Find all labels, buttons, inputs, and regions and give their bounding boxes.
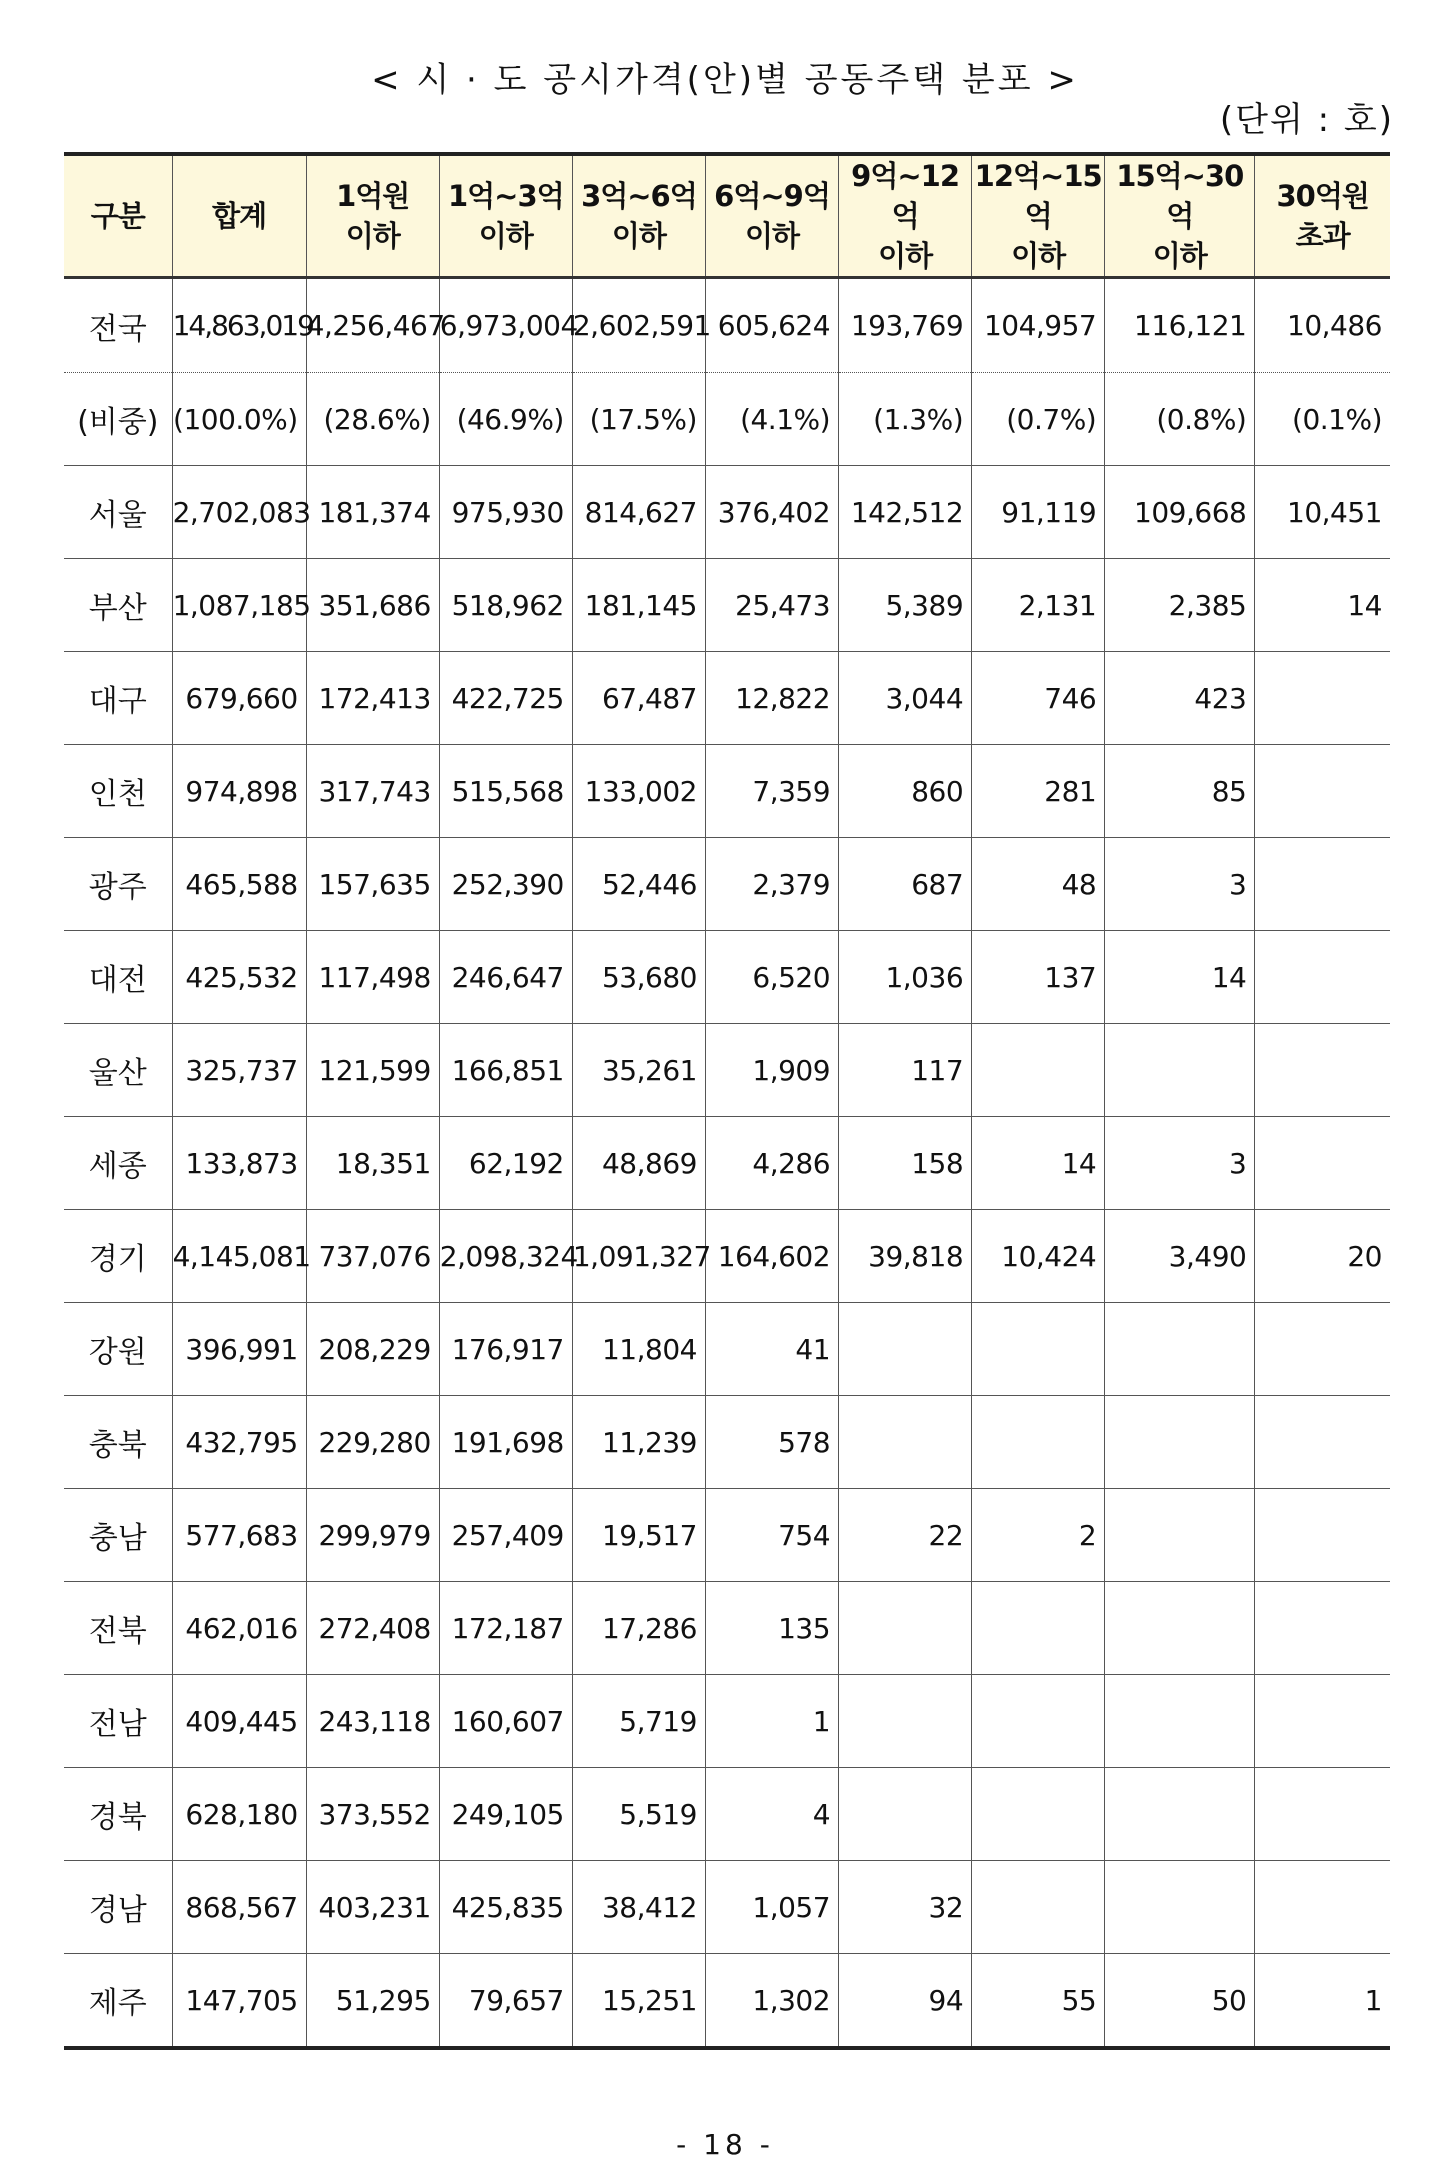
table-cell: 18,351	[306, 1117, 439, 1210]
column-header-under-100m: 1억원 이하	[306, 154, 439, 278]
table-cell: 3,044	[839, 652, 972, 745]
table-cell: 2,098,324	[439, 1210, 572, 1303]
table-row	[64, 1954, 1390, 2049]
row-label: 대구	[64, 652, 172, 745]
table-cell	[839, 1396, 972, 1489]
table-cell: 3	[1105, 1117, 1255, 1210]
table-cell: 79,657	[439, 1954, 572, 2049]
table-cell: 373,552	[306, 1768, 439, 1861]
table-cell: 628,180	[172, 1768, 306, 1861]
table-row	[64, 1024, 1390, 1117]
table-cell: 6,520	[705, 931, 838, 1024]
table-cell: 462,016	[172, 1582, 306, 1675]
table-cell: 299,979	[306, 1489, 439, 1582]
table-cell: (0.8%)	[1105, 373, 1255, 466]
column-header-category: 구분	[64, 154, 172, 278]
table-cell: 396,991	[172, 1303, 306, 1396]
column-header-1500m-3000m: 15억~30억 이하	[1105, 154, 1255, 278]
table-cell	[839, 1582, 972, 1675]
table-cell: 229,280	[306, 1396, 439, 1489]
table-row	[64, 652, 1390, 745]
table-cell: 53,680	[572, 931, 705, 1024]
table-cell: 133,873	[172, 1117, 306, 1210]
table-cell: 135	[705, 1582, 838, 1675]
table-cell: 1,909	[705, 1024, 838, 1117]
table-cell: 687	[839, 838, 972, 931]
table-cell: 1,036	[839, 931, 972, 1024]
table-cell	[1255, 745, 1390, 838]
table-title: < 시 · 도 공시가격(안)별 공동주택 분포 >	[371, 60, 1079, 100]
table-cell: 191,698	[439, 1396, 572, 1489]
table-cell: (4.1%)	[705, 373, 838, 466]
table-cell: 754	[705, 1489, 838, 1582]
row-label: 충남	[64, 1489, 172, 1582]
table-cell: 737,076	[306, 1210, 439, 1303]
table-cell: 518,962	[439, 559, 572, 652]
table-cell: 2,379	[705, 838, 838, 931]
table-cell: 246,647	[439, 931, 572, 1024]
table-cell: 48,869	[572, 1117, 705, 1210]
column-header-900m-1200m: 9억~12억 이하	[839, 154, 972, 278]
table-cell: 11,239	[572, 1396, 705, 1489]
table-cell: 5,719	[572, 1675, 705, 1768]
table-cell	[839, 1675, 972, 1768]
table-cell: 41	[705, 1303, 838, 1396]
table-cell: 11,804	[572, 1303, 705, 1396]
table-cell: 4,256,467	[306, 278, 439, 373]
table-cell	[972, 1582, 1105, 1675]
table-cell: 181,374	[306, 466, 439, 559]
table-cell: 272,408	[306, 1582, 439, 1675]
table-cell: (0.1%)	[1255, 373, 1390, 466]
table-row	[64, 1117, 1390, 1210]
row-label: 대전	[64, 931, 172, 1024]
table-cell: 133,002	[572, 745, 705, 838]
table-cell: 15,251	[572, 1954, 705, 2049]
table-cell: 17,286	[572, 1582, 705, 1675]
table-cell: 868,567	[172, 1861, 306, 1954]
table-cell	[1105, 1396, 1255, 1489]
table-cell	[1255, 652, 1390, 745]
table-cell: 157,635	[306, 838, 439, 931]
table-cell: 679,660	[172, 652, 306, 745]
table-cell	[1255, 1768, 1390, 1861]
table-cell: 55	[972, 1954, 1105, 2049]
table-cell	[1105, 1303, 1255, 1396]
table-cell: 109,668	[1105, 466, 1255, 559]
table-cell	[1255, 1117, 1390, 1210]
table-cell	[972, 1768, 1105, 1861]
table-cell: 117,498	[306, 931, 439, 1024]
table-cell: 403,231	[306, 1861, 439, 1954]
table-cell	[1255, 1024, 1390, 1117]
table-cell: (46.9%)	[439, 373, 572, 466]
table-cell	[1255, 838, 1390, 931]
table-cell: 578	[705, 1396, 838, 1489]
table-cell: 257,409	[439, 1489, 572, 1582]
table-cell: 425,835	[439, 1861, 572, 1954]
table-cell	[972, 1861, 1105, 1954]
table-cell	[1255, 1582, 1390, 1675]
row-label: 강원	[64, 1303, 172, 1396]
row-label: 광주	[64, 838, 172, 931]
table-cell: 2,602,591	[572, 278, 705, 373]
table-cell: 166,851	[439, 1024, 572, 1117]
table-cell	[972, 1024, 1105, 1117]
table-cell: 10,451	[1255, 466, 1390, 559]
table-cell: 515,568	[439, 745, 572, 838]
table-cell: 4,145,081	[172, 1210, 306, 1303]
table-cell: 62,192	[439, 1117, 572, 1210]
table-row	[64, 1582, 1390, 1675]
table-row	[64, 1303, 1390, 1396]
table-cell: 577,683	[172, 1489, 306, 1582]
table-cell	[1105, 1582, 1255, 1675]
table-cell: 3,490	[1105, 1210, 1255, 1303]
table-cell	[972, 1303, 1105, 1396]
table-cell: 1	[1255, 1954, 1390, 2049]
table-cell: 2	[972, 1489, 1105, 1582]
table-cell: 39,818	[839, 1210, 972, 1303]
table-cell: 2,702,083	[172, 466, 306, 559]
table-row	[64, 1210, 1390, 1303]
column-header-total: 합계	[172, 154, 306, 278]
table-cell: 20	[1255, 1210, 1390, 1303]
row-label: (비중)	[64, 373, 172, 466]
table-cell: 160,607	[439, 1675, 572, 1768]
table-cell: 19,517	[572, 1489, 705, 1582]
table-cell: 1	[705, 1675, 838, 1768]
row-label: 서울	[64, 466, 172, 559]
table-cell: 147,705	[172, 1954, 306, 2049]
table-cell	[1105, 1489, 1255, 1582]
table-row	[64, 278, 1390, 373]
table-cell	[972, 1675, 1105, 1768]
table-cell: 423	[1105, 652, 1255, 745]
table-cell: (1.3%)	[839, 373, 972, 466]
table-cell: 1,087,185	[172, 559, 306, 652]
table-cell: 38,412	[572, 1861, 705, 1954]
table-cell: 5,389	[839, 559, 972, 652]
table-cell: 12,822	[705, 652, 838, 745]
table-cell: 3	[1105, 838, 1255, 931]
table-cell: 164,602	[705, 1210, 838, 1303]
table-row	[64, 745, 1390, 838]
table-cell	[839, 1303, 972, 1396]
table-cell: 32	[839, 1861, 972, 1954]
row-label: 전북	[64, 1582, 172, 1675]
table-cell: (17.5%)	[572, 373, 705, 466]
table-cell	[1105, 1024, 1255, 1117]
table-row	[64, 1768, 1390, 1861]
table-cell: 281	[972, 745, 1105, 838]
table-cell: 249,105	[439, 1768, 572, 1861]
table-cell: 2,131	[972, 559, 1105, 652]
table-cell: 422,725	[439, 652, 572, 745]
table-row	[64, 559, 1390, 652]
table-cell: 6,973,004	[439, 278, 572, 373]
table-cell: 14	[1105, 931, 1255, 1024]
row-label: 경남	[64, 1861, 172, 1954]
table-cell: (28.6%)	[306, 373, 439, 466]
table-cell: 605,624	[705, 278, 838, 373]
table-cell: 10,424	[972, 1210, 1105, 1303]
table-row	[64, 1861, 1390, 1954]
table-cell: 142,512	[839, 466, 972, 559]
table-cell: 14,863,019	[172, 278, 306, 373]
table-cell: 860	[839, 745, 972, 838]
table-cell	[972, 1396, 1105, 1489]
table-cell: 10,486	[1255, 278, 1390, 373]
table-cell: 4,286	[705, 1117, 838, 1210]
table-cell: 1,091,327	[572, 1210, 705, 1303]
table-row	[64, 373, 1390, 466]
table-cell	[1255, 1303, 1390, 1396]
table-cell: 1,057	[705, 1861, 838, 1954]
table-cell	[839, 1768, 972, 1861]
table-cell: 252,390	[439, 838, 572, 931]
table-cell	[1255, 1396, 1390, 1489]
table-cell	[1255, 1861, 1390, 1954]
table-cell	[1105, 1768, 1255, 1861]
table-cell: 432,795	[172, 1396, 306, 1489]
header-row	[64, 154, 1390, 278]
table-row	[64, 466, 1390, 559]
table-cell: 14	[1255, 559, 1390, 652]
table-cell: 172,413	[306, 652, 439, 745]
table-cell: 351,686	[306, 559, 439, 652]
table-cell: 104,957	[972, 278, 1105, 373]
table-cell: (100.0%)	[172, 373, 306, 466]
row-label: 전남	[64, 1675, 172, 1768]
column-header-1200m-1500m: 12억~15억 이하	[972, 154, 1105, 278]
table-cell: 35,261	[572, 1024, 705, 1117]
page-number: - 18 -	[676, 2128, 774, 2161]
table-cell: 243,118	[306, 1675, 439, 1768]
table-cell: 137	[972, 931, 1105, 1024]
table-cell: 325,737	[172, 1024, 306, 1117]
table-cell: 746	[972, 652, 1105, 745]
price-distribution-table	[64, 152, 1390, 2050]
table-cell: 52,446	[572, 838, 705, 931]
table-cell	[1105, 1861, 1255, 1954]
table-cell: 5,519	[572, 1768, 705, 1861]
column-header-600m-900m: 6억~9억 이하	[705, 154, 838, 278]
table-cell: 158	[839, 1117, 972, 1210]
table-row	[64, 931, 1390, 1024]
table-cell: 121,599	[306, 1024, 439, 1117]
row-label: 세종	[64, 1117, 172, 1210]
table-row	[64, 838, 1390, 931]
table-cell: 317,743	[306, 745, 439, 838]
table-cell: 465,588	[172, 838, 306, 931]
table-cell: 94	[839, 1954, 972, 2049]
row-label: 제주	[64, 1954, 172, 2049]
table-cell: 4	[705, 1768, 838, 1861]
table-cell: 67,487	[572, 652, 705, 745]
table-row	[64, 1675, 1390, 1768]
row-label: 부산	[64, 559, 172, 652]
row-label: 인천	[64, 745, 172, 838]
table-cell	[1255, 931, 1390, 1024]
row-label: 울산	[64, 1024, 172, 1117]
table-body	[64, 278, 1390, 2049]
row-label: 경기	[64, 1210, 172, 1303]
table-cell: 1,302	[705, 1954, 838, 2049]
table-cell: 116,121	[1105, 278, 1255, 373]
row-label: 충북	[64, 1396, 172, 1489]
table-cell: 91,119	[972, 466, 1105, 559]
row-label: 전국	[88, 311, 147, 347]
table-cell: 181,145	[572, 559, 705, 652]
table-cell: 974,898	[172, 745, 306, 838]
table-cell: (0.7%)	[972, 373, 1105, 466]
table-cell: 7,359	[705, 745, 838, 838]
table-cell: 48	[972, 838, 1105, 931]
table-cell: 814,627	[572, 466, 705, 559]
table-cell: 425,532	[172, 931, 306, 1024]
table-cell: 14	[972, 1117, 1105, 1210]
table-cell	[1105, 1675, 1255, 1768]
table-cell: 25,473	[705, 559, 838, 652]
table-row	[64, 1489, 1390, 1582]
row-label: 경북	[64, 1768, 172, 1861]
table-cell: 193,769	[839, 278, 972, 373]
unit-label: (단위 : 호)	[1219, 100, 1394, 140]
table-cell: 50	[1105, 1954, 1255, 2049]
table-cell: 409,445	[172, 1675, 306, 1768]
table-cell: 208,229	[306, 1303, 439, 1396]
column-header-100m-300m: 1억~3억 이하	[439, 154, 572, 278]
table-cell	[1255, 1675, 1390, 1768]
table-cell: 22	[839, 1489, 972, 1582]
table-cell: 2,385	[1105, 559, 1255, 652]
table-cell: 85	[1105, 745, 1255, 838]
column-header-over-3000m: 30억원 초과	[1255, 154, 1390, 278]
table-cell	[1255, 1489, 1390, 1582]
table-cell: 376,402	[705, 466, 838, 559]
column-header-300m-600m: 3억~6억 이하	[572, 154, 705, 278]
table-cell: 172,187	[439, 1582, 572, 1675]
table-cell: 975,930	[439, 466, 572, 559]
table-row	[64, 1396, 1390, 1489]
table-cell: 51,295	[306, 1954, 439, 2049]
table-cell: 176,917	[439, 1303, 572, 1396]
table-cell: 117	[839, 1024, 972, 1117]
